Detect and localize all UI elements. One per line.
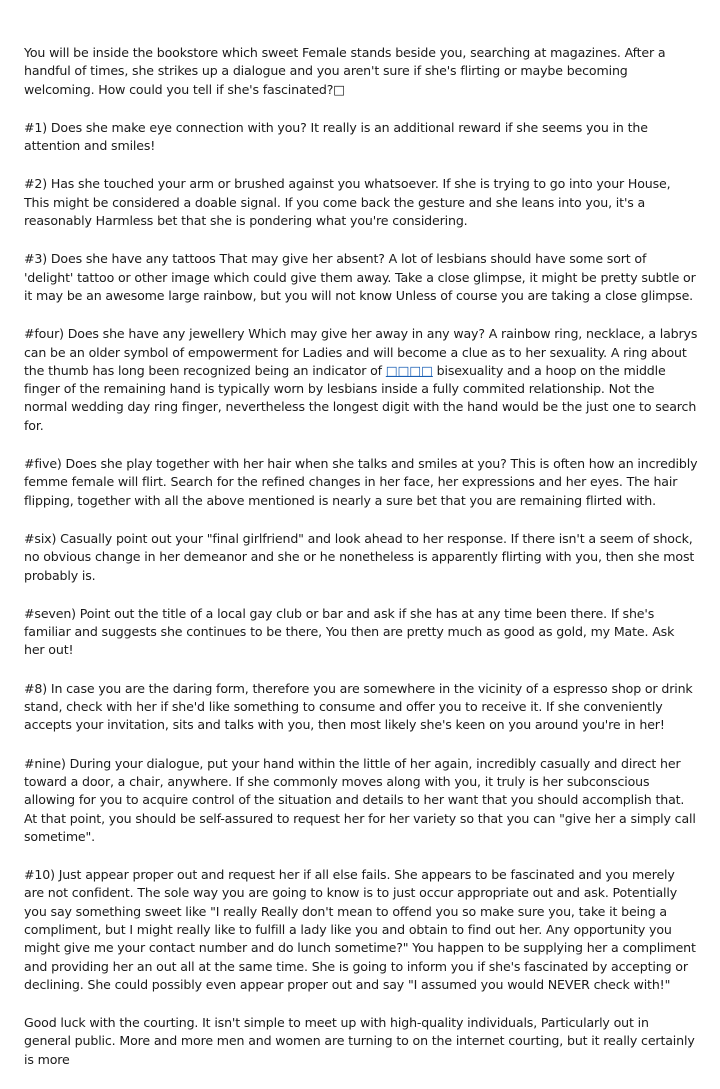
intro-paragraph: You will be inside the bookstore which sweet Female stands beside you, searching at magazines. After a handful of times, she strikes up a dialogue and you aren't sure if she's flirting or maybe becoming welcoming. How could you tell if she's fascinated?□ (24, 45, 666, 97)
closing-paragraph: Good luck with the courting. It isn't simple to meet up with high-quality individuals, Particularly out in general public. More and more men and women are turning to on the internet courting, but it really certainly is more (24, 1015, 695, 1067)
tip-4-paragraph (24, 325, 698, 435)
tip-5-paragraph: #five) Does she play together with her hair when she talks and smiles at you? This is often how an incredibly femme female will flirt. Search for the refined changes in her face, her expressions and her eyes. The hair flipping, together with all the above mentioned is nearly a sure bet that you are remaining flirted with. (24, 456, 698, 508)
inline-link[interactable]: □□□□ (385, 362, 433, 378)
tip-4-text-after: bisexuality and a hoop on the middle finger of the remaining hand is typically worn by lesbians inside a fully commited relationship. Not the normal wedding day ring finger, nevertheless the longest digit with the hand would be the just one to search for. (24, 362, 697, 433)
tip-4-text-before: #four) Does she have any jewellery Which may give her away in any way? A rainbow ring, necklace, a labrys can be an older symbol of empowerment for Ladies and will become a clue as to her sexuality. A ring about the thumb has long been recognized being an indicator of (24, 326, 698, 378)
tip-9-paragraph: #nine) During your dialogue, put your hand within the little of her again, incredibly casually and direct her toward a door, a chair, anywhere. If she commonly moves along with you, it truly is her subconscious allowing for you to acquire control of the situation and details to her want that you should accomplish that. At that point, you should be self-assured to request her for her variety so that you can "give her a simply call sometime". (24, 755, 696, 844)
tip-6-paragraph: #six) Casually point out your "final girlfriend" and look ahead to her response. If there isn't a seem of shock, no obvious change in her demeanor and she or he nonetheless is apparently flirting with you, then she most probably is. (24, 530, 695, 583)
tip-7-paragraph: #seven) Point out the title of a local gay club or bar and ask if she has at any time been there. If she's familiar and suggests she continues to be there, You then are pretty much as good as gold, my Mate. Ask her out! (24, 605, 675, 658)
tip-2-paragraph: #2) Has she touched your arm or brushed against you whatsoever. If she is trying to go into your House, This might be considered a doable signal. If you come back the gesture and she leans into you, it's a reasonably Harmless bet that she is pondering what you're considering. (24, 176, 671, 229)
tip-10-paragraph: #10) Just appear proper out and request her if all else fails. She appears to be fascinated and you merely are not confident. The sole way you are going to know is to just occur appropriate out and ask. Potentially you say something sweet like "I really Really don't mean to offend you so make sure you, take it being a compliment, but I might really like to fulfill a lady like you and obtain to find out her. Any opportunity you might give me your contact number and do lunch sometime?" You happen to be supplying her a compliment and providing her an out all at the same time. She is going to inform you if she's fascinated by accepting or declining. She could possibly even appear proper out and say "I assumed you would NEVER check with!" (24, 867, 696, 992)
article-body (24, 44, 698, 1089)
tip-1-paragraph: #1) Does she make eye connection with you? It really is an additional reward if she seems you in the attention and smiles! (24, 119, 648, 154)
tip-3-paragraph: #3) Does she have any tattoos That may give her absent? A lot of lesbians should have some sort of 'delight' tattoo or other image which could give them away. Take a close glimpse, it might be pretty subtle or it may be an awesome large rainbow, but you will not know Unless of course you are taking a close glimpse. (24, 251, 696, 303)
tip-8-paragraph: #8) In case you are the daring form, therefore you are somewhere in the vicinity of a espresso shop or drink stand, check with her if she'd like something to consume and offer you to receive it. If she conveniently accepts your invitation, sits and talks with you, then most likely she's keen on you around you're in her! (24, 680, 693, 733)
